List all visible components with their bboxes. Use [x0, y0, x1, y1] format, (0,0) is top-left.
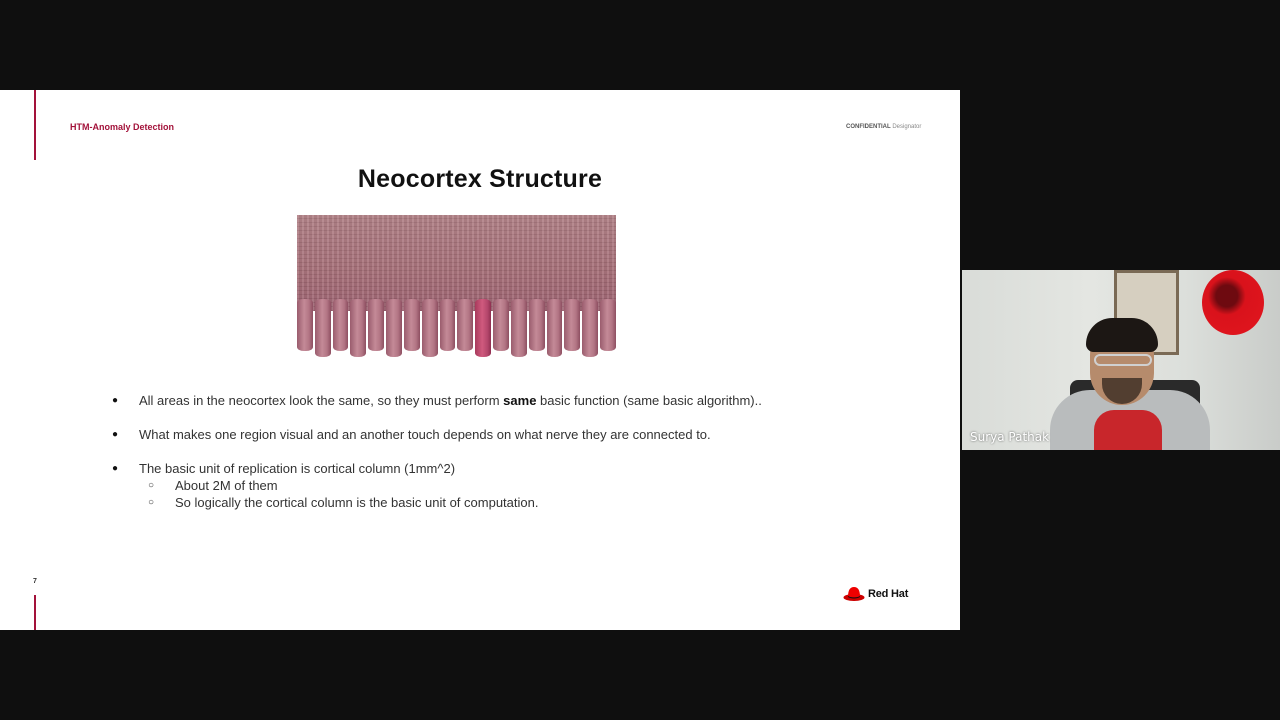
confidential-label — [846, 124, 921, 130]
column — [493, 299, 509, 351]
bullet-text: The basic unit of replication is cortical column (1mm^2) — [139, 461, 456, 476]
bullet-item — [112, 460, 872, 477]
column — [315, 299, 331, 357]
bullet-text: What makes one region visual and an another touch depends on what nerve they are connected to. — [139, 427, 711, 442]
red-hat-icon — [843, 586, 865, 602]
column — [422, 299, 438, 357]
logo-text: Red Hat — [868, 588, 909, 600]
cortex-surface — [297, 215, 616, 311]
column — [386, 299, 402, 357]
sub-bullet-list — [112, 477, 872, 511]
slide-title: Neocortex Structure — [357, 165, 603, 193]
column — [368, 299, 384, 351]
bullet-text: basic function (same basic algorithm).. — [536, 393, 762, 408]
bullet-list — [112, 392, 872, 511]
glasses — [1094, 354, 1152, 366]
participant-hair — [1086, 318, 1158, 352]
red-hat-decoration — [1202, 270, 1264, 335]
column — [547, 299, 563, 357]
sub-bullet-text: So logically the cortical column is the basic unit of computation. — [175, 495, 539, 510]
accent-line-bottom — [34, 595, 36, 630]
red-hat-logo — [843, 586, 908, 602]
column — [350, 299, 366, 357]
column — [440, 299, 456, 351]
column — [511, 299, 527, 357]
bullet-text: All areas in the neocortex look the same, so they must perform — [139, 393, 504, 408]
deck-title: HTM-Anomaly Detection — [70, 122, 175, 132]
column — [529, 299, 545, 351]
confidential-text: CONFIDENTIAL — [846, 124, 891, 130]
highlighted-column — [475, 299, 491, 357]
designator-text: Designator — [892, 124, 922, 130]
participant-video-tile[interactable] — [962, 270, 1280, 450]
column — [564, 299, 580, 351]
sub-bullet-text: About 2M of them — [175, 478, 278, 493]
page-number: 7 — [33, 578, 37, 585]
column — [582, 299, 598, 357]
bullet-bold-text: same — [503, 393, 537, 408]
participant-name: Surya Pathak — [970, 430, 1050, 444]
bullet-item — [112, 392, 872, 409]
presentation-slide — [0, 90, 960, 630]
cortical-columns — [297, 299, 616, 361]
column — [457, 299, 473, 351]
column — [600, 299, 616, 351]
neocortex-image — [297, 215, 616, 362]
column — [333, 299, 349, 351]
column — [404, 299, 420, 351]
bullet-item — [112, 426, 872, 443]
sub-bullet-item — [112, 477, 872, 494]
accent-line-top — [34, 90, 36, 160]
shirt — [1094, 410, 1162, 450]
column — [297, 299, 313, 351]
sub-bullet-item — [112, 494, 872, 511]
